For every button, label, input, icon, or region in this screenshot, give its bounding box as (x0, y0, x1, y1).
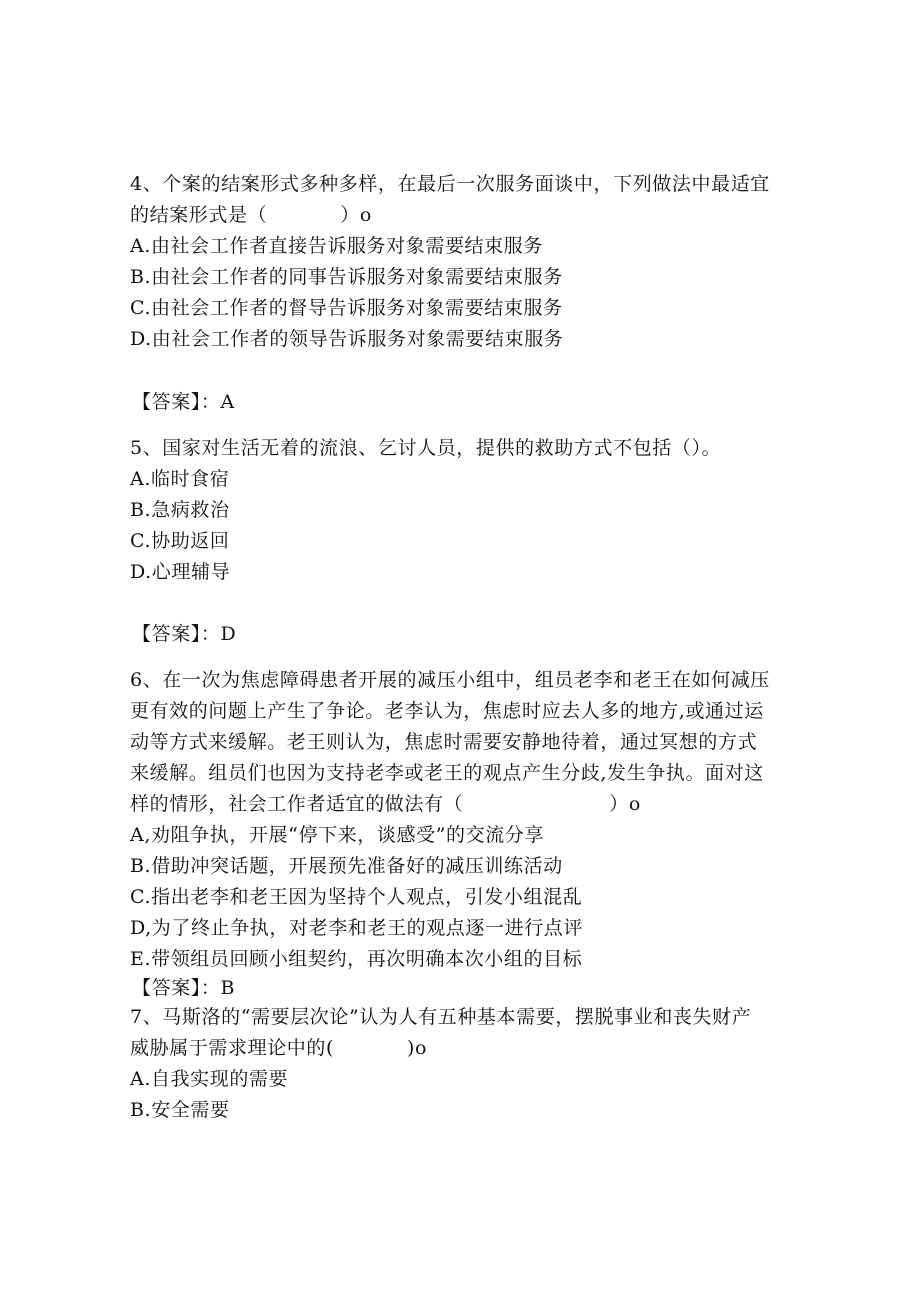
question-7-stem-line-2: 威胁属于需求理论中的( )o (130, 1037, 428, 1059)
question-6-option-e: E.带领组员回顾小组契约，再次明确本次小组的目标 (130, 948, 583, 970)
question-5-stem-line-1: 5、国家对生活无着的流浪、乞讨人员，提供的救助方式不包括（）。 (130, 437, 722, 459)
question-4-option-c: C.由社会工作者的督导告诉服务对象需要结束服务 (130, 297, 563, 319)
question-4-option-d: D.由社会工作者的领导告诉服务对象需要结束服务 (130, 328, 564, 350)
question-6-stem-line-2: 更有效的问题上产生了争论。老李认为，焦虑时应去人多的地方,或通过运 (130, 700, 764, 722)
question-5-option-d: D.心理辅导 (130, 561, 231, 583)
question-7-option-a: A.自我实现的需要 (130, 1068, 289, 1090)
question-6-option-b: B.借助冲突话题，开展预先准备好的减压训练活动 (130, 855, 563, 877)
question-7-option-b: B.安全需要 (130, 1099, 230, 1121)
question-4-stem-line-2: 的结案形式是（ ）o (130, 204, 372, 226)
question-6-option-d: D,为了终止争执，对老李和老王的观点逐一进行点评 (130, 917, 583, 939)
question-6-stem-line-3: 动等方式来缓解。老王则认为，焦虑时需要安静地待着，通过冥想的方式 (130, 731, 758, 753)
question-6-stem-line-1: 6、在一次为焦虑障碍患者开展的减压小组中，组员老李和老王在如何减压 (130, 669, 770, 691)
question-4-stem-line-1: 4、个案的结案形式多种多样，在最后一次服务面谈中，下列做法中最适宜 (130, 173, 770, 195)
question-5-option-c: C.协助返回 (130, 530, 230, 552)
question-5-answer: 【答案】：D (132, 623, 237, 645)
question-6-option-c: C.指出老李和老王因为坚持个人观点，引发小组混乱 (130, 886, 583, 908)
question-6-answer: 【答案】：B (132, 977, 236, 999)
question-5-option-b: B.急病救治 (130, 499, 230, 521)
question-4-answer: 【答案】：A (132, 391, 235, 413)
question-6-stem-line-4: 来缓解。组员们也因为支持老李或老王的观点产生分歧,发生争执。面对这 (130, 762, 764, 784)
question-6-option-a: A,劝阻争执，开展“停下来，谈感受”的交流分享 (130, 824, 544, 846)
question-5-option-a: A.临时食宿 (130, 468, 230, 490)
question-4-option-a: A.由社会工作者直接告诉服务对象需要结束服务 (130, 235, 543, 257)
question-7-stem-line-1: 7、马斯洛的“需要层次论”认为人有五种基本需要，摆脱事业和丧失财产 (130, 1006, 752, 1028)
question-6-stem-line-5: 样的情形，社会工作者适宜的做法有（ ）o (130, 793, 641, 815)
question-4-option-b: B.由社会工作者的同事告诉服务对象需要结束服务 (130, 266, 563, 288)
